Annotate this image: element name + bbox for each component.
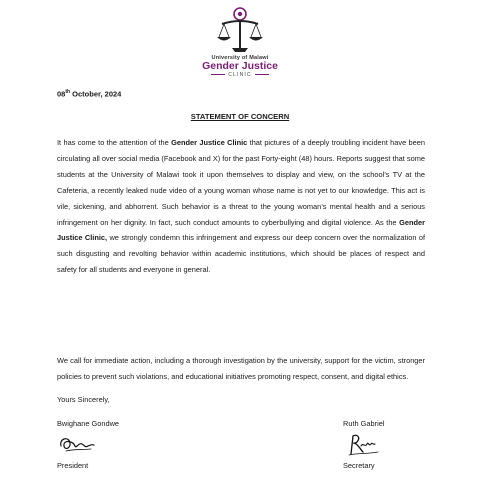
secretary-signature <box>345 432 381 458</box>
signatory-role-secretary: Secretary <box>343 461 375 470</box>
president-signature <box>57 432 97 456</box>
body-paragraph-1 <box>57 135 425 278</box>
date-rest: October, 2024 <box>70 89 122 99</box>
p1-text-2: that pictures of a deeply troubling incident have been circulating all over social media (Facebook and X) for the past Forty-eight (48) hours. Reports suggest that some students at the University of Malawi took it upon themselves to display and view, on the school’s TV at the Cafeteria, a recently leaked nude video of a young woman whose name is not yet to our knowledge. This act is vile, sickening, and abhorrent. Such behavior is a threat to the young woman’s mental health and a serious infringement on her dignity. In fact, such conduct amounts to cyberbullying and digital violence. As the <box>57 138 425 227</box>
statement-heading: STATEMENT OF CONCERN <box>190 112 290 121</box>
logo-subtitle-text: CLINIC <box>228 72 252 78</box>
p1-clinic-name-2: Gender Justice Clinic, <box>57 217 425 243</box>
scales-of-justice-icon <box>214 4 266 56</box>
p1-text-1: It has come to the attention of the <box>57 138 172 147</box>
logo-clinic-subtitle <box>0 72 480 78</box>
logo-clinic-name: Gender Justice <box>202 60 278 72</box>
p1-clinic-name-1: Gender Justice Clinic <box>171 138 248 147</box>
signatory-name-president: Bwighane Gondwe <box>57 419 120 428</box>
date-day: 08 <box>57 89 66 99</box>
letter-date <box>57 89 121 99</box>
closing-salutation: Yours Sincerely, <box>57 395 110 404</box>
signatory-name-secretary: Ruth Gabriel <box>343 419 385 428</box>
body-paragraph-2: We call for immediate action, including a thorough investigation by the university, support for the victim, stronger policies to prevent such violations, and educational initiatives promoting respect, consent, and digital ethics. <box>57 356 425 381</box>
date-suffix: th <box>65 89 71 95</box>
signatory-role-president: President <box>57 461 89 470</box>
clinic-logo <box>0 4 480 78</box>
p1-text-3: we strongly condemn this infringement and express our deep concern over the normalization of such disgusting and revolting behavior within academic institutions, which should be places of respect and safety for all students and everyone in general. <box>57 233 426 275</box>
logo-university-text: University of Malawi <box>211 55 269 61</box>
